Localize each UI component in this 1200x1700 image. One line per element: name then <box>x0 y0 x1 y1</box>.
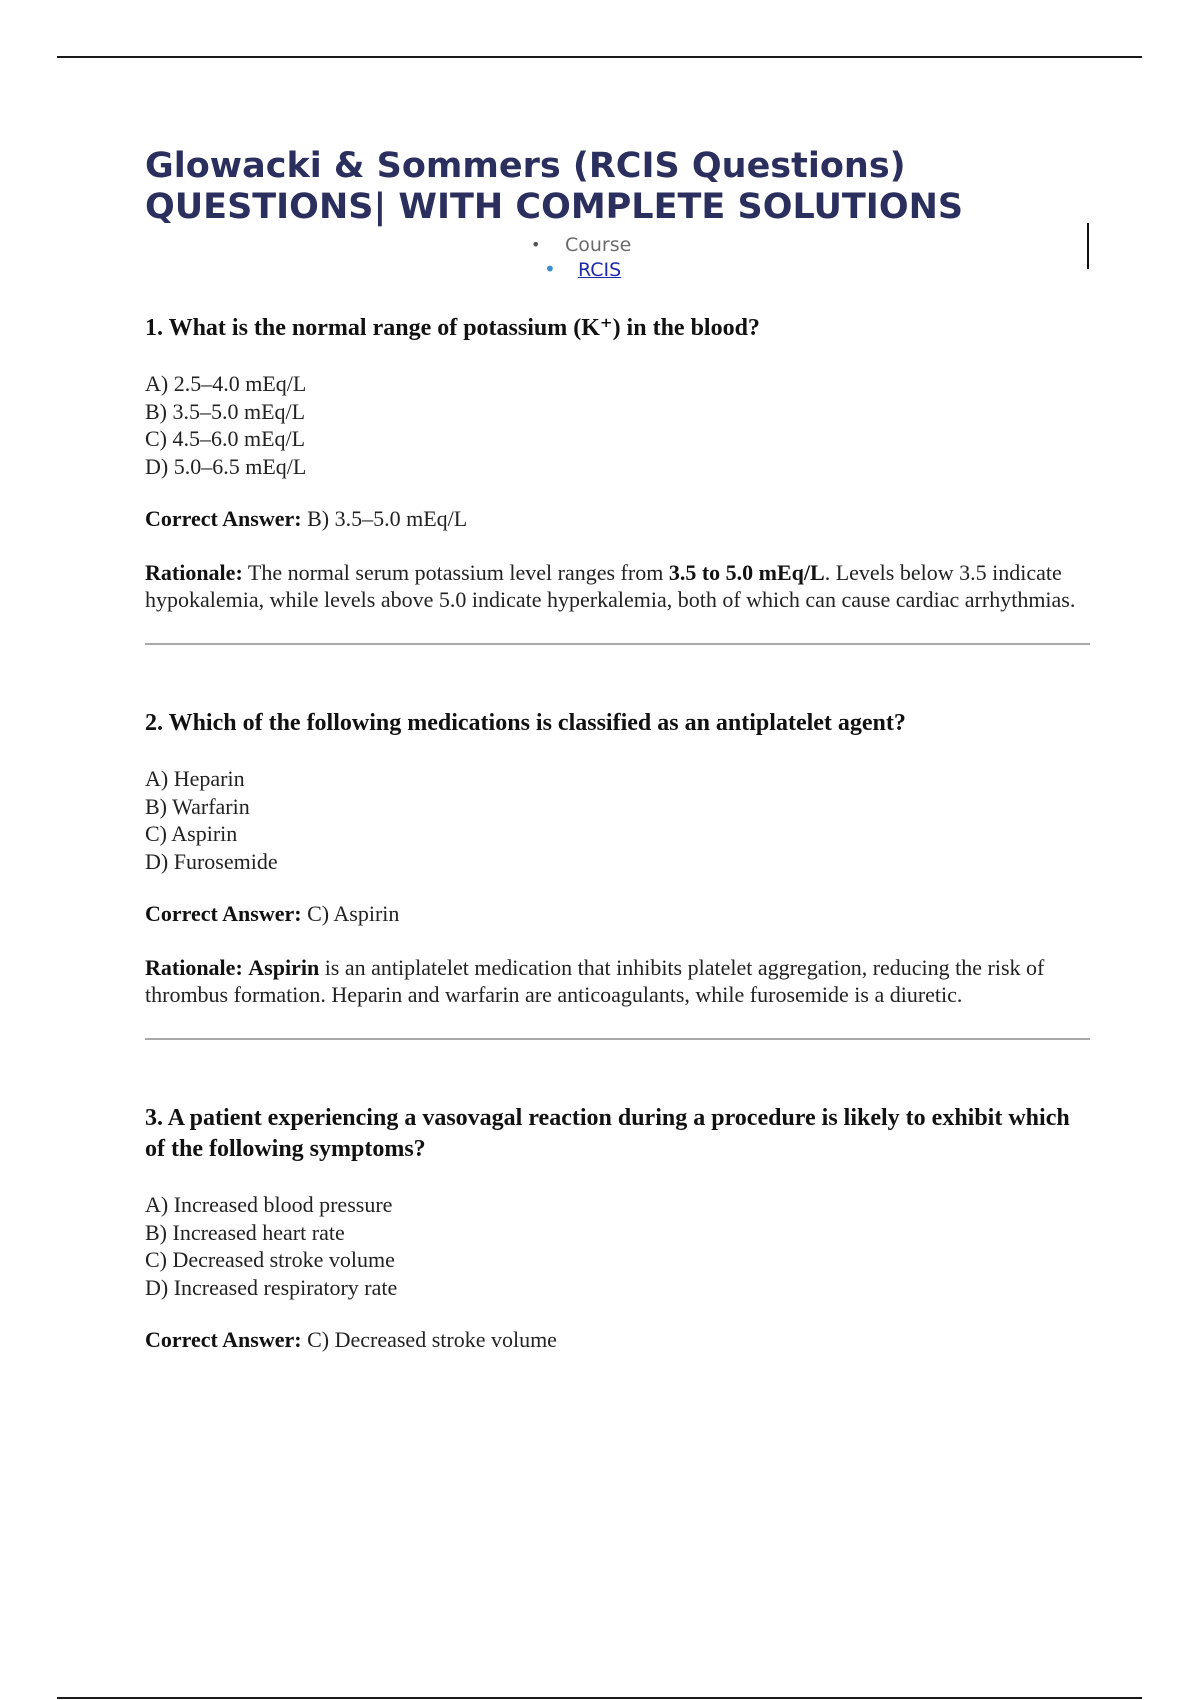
rationale <box>145 954 1090 1008</box>
rationale <box>145 559 1090 613</box>
correct-answer-label: Correct Answer: <box>145 1327 302 1352</box>
correct-answer-value: C) Decreased stroke volume <box>307 1327 557 1352</box>
course-meta-list <box>145 233 1090 285</box>
rationale-label: Rationale: <box>145 560 243 585</box>
option-a: A) Heparin <box>145 766 245 791</box>
question-text: 1. What is the normal range of potassium (K⁺) in the blood? <box>145 315 760 341</box>
rationale-text-post: . Levels below 3.5 indicate hypokalemia, while levels above 5.0 indicate hyperkalemia, both of which can cause cardiac arrhythmias. <box>145 560 1076 612</box>
question-1 <box>145 313 1090 645</box>
course-label-item <box>531 233 632 257</box>
question-3 <box>145 1103 1090 1354</box>
option-a: A) 2.5–4.0 mEq/L <box>145 371 307 396</box>
course-label: Course <box>565 234 632 256</box>
footer-rule <box>57 1697 1142 1699</box>
option-c: C) 4.5–6.0 mEq/L <box>145 426 306 451</box>
answer-options <box>145 1191 1090 1301</box>
rationale-text-pre: The normal serum potassium level ranges from <box>247 560 664 585</box>
option-d: D) Furosemide <box>145 848 278 874</box>
question-text: 2. Which of the following medications is classified as an antiplatelet agent? <box>145 710 906 736</box>
section-divider <box>145 1038 1090 1040</box>
document-body <box>145 146 1090 1354</box>
text-cursor <box>1087 223 1089 269</box>
option-c: C) Aspirin <box>145 821 238 846</box>
question-text: 3. A patient experiencing a vasovagal reaction during a procedure is likely to exhibit which of the following symptoms? <box>145 1105 1070 1162</box>
rationale-highlight: 3.5 to 5.0 mEq/L <box>668 560 825 585</box>
option-b: B) 3.5–5.0 mEq/L <box>145 398 306 424</box>
course-link-item[interactable] <box>544 257 622 282</box>
correct-answer <box>145 505 1090 533</box>
option-c: C) Decreased stroke volume <box>145 1247 395 1272</box>
bullet-icon: • <box>531 235 541 254</box>
answer-options <box>145 765 1090 875</box>
title-line-2: QUESTIONS| WITH COMPLETE SOLUTIONS <box>145 187 964 227</box>
section-divider <box>145 643 1090 645</box>
header-rule <box>57 56 1142 58</box>
rationale-text-post: is an antiplatelet medication that inhibits platelet aggregation, reducing the risk of thrombus formation. Heparin and warfarin are anticoagulants, while furosemide is a diuretic. <box>145 955 1045 1007</box>
option-a: A) Increased blood pressure <box>145 1192 393 1217</box>
answer-options <box>145 370 1090 480</box>
bullet-icon: • <box>544 257 556 281</box>
question-2 <box>145 708 1090 1040</box>
title-line-1: Glowacki & Sommers (RCIS Questions) <box>145 146 906 186</box>
correct-answer <box>145 900 1090 928</box>
rationale-label: Rationale: <box>145 955 243 980</box>
correct-answer-value: C) Aspirin <box>307 901 400 926</box>
document-title <box>145 146 1090 228</box>
rationale-highlight: Aspirin <box>248 955 320 980</box>
option-d: D) Increased respiratory rate <box>145 1274 398 1300</box>
option-b: B) Warfarin <box>145 793 250 819</box>
option-d: D) 5.0–6.5 mEq/L <box>145 453 307 479</box>
correct-answer <box>145 1326 1090 1354</box>
correct-answer-label: Correct Answer: <box>145 506 302 531</box>
option-b: B) Increased heart rate <box>145 1219 345 1245</box>
correct-answer-label: Correct Answer: <box>145 901 302 926</box>
course-link-rcis[interactable]: RCIS <box>578 259 622 281</box>
correct-answer-value: B) 3.5–5.0 mEq/L <box>307 506 468 531</box>
